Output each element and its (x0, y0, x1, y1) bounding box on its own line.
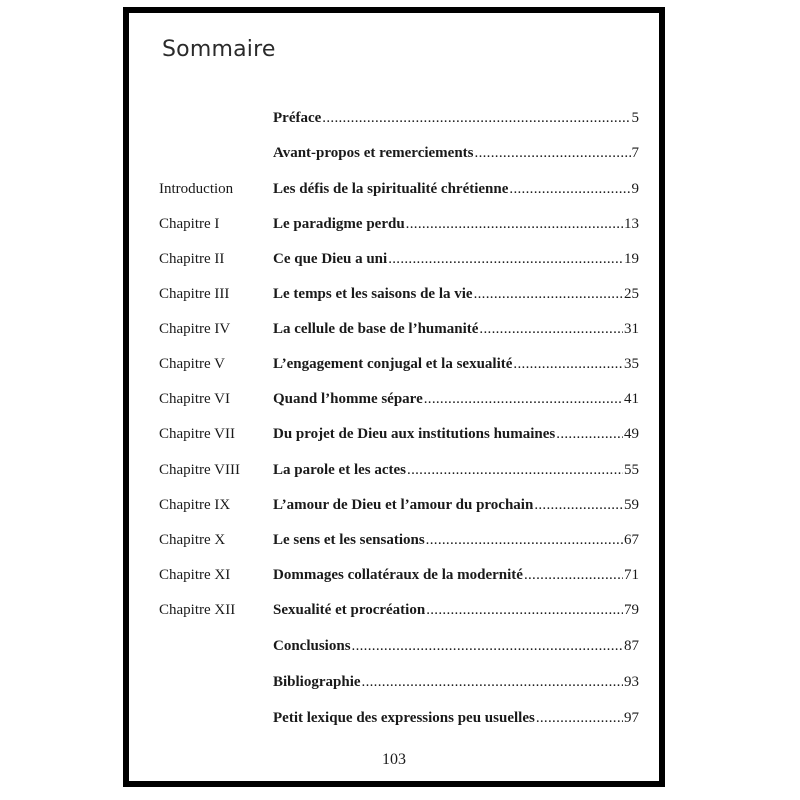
toc-entry (273, 567, 639, 584)
toc-page-number: 93 (624, 674, 639, 690)
toc-row (159, 532, 639, 554)
dot-leader (426, 532, 623, 549)
toc-entry-title: Avant-propos et remerciements (273, 145, 474, 161)
toc-row (159, 181, 639, 203)
toc-entry (273, 638, 639, 655)
toc-row (159, 710, 639, 732)
toc-page-number: 25 (624, 286, 639, 302)
dot-leader (536, 710, 623, 727)
toc-row (159, 638, 639, 660)
dot-leader (322, 110, 630, 127)
dot-leader (513, 356, 623, 373)
toc-entry-title: L’engagement conjugal et la sexualité (273, 356, 513, 372)
toc-chapter-label: Chapitre VIII (159, 462, 240, 478)
toc-entry (273, 321, 639, 338)
page-number-footer: 103 (382, 751, 406, 768)
toc-entry-title: Du projet de Dieu aux institutions humaines (273, 426, 556, 442)
toc-entry (273, 286, 639, 303)
dot-leader (479, 321, 623, 338)
toc-page-number: 97 (624, 710, 639, 726)
dot-leader (426, 602, 623, 619)
dot-leader (556, 426, 623, 443)
toc-chapter-label: Chapitre XI (159, 567, 231, 583)
dot-leader (424, 391, 623, 408)
toc-page-number: 71 (624, 567, 639, 583)
toc-entry (273, 391, 639, 408)
toc-entry (273, 462, 639, 479)
toc-entry (273, 602, 639, 619)
dot-leader (475, 145, 631, 162)
toc-entry-title: La cellule de base de l’humanité (273, 321, 479, 337)
toc-chapter-label: Chapitre VI (159, 391, 230, 407)
toc-row (159, 567, 639, 589)
toc-page-number: 31 (624, 321, 639, 337)
toc-row (159, 251, 639, 273)
toc-entry (273, 710, 639, 727)
toc-page-number: 87 (624, 638, 639, 654)
toc-page-number: 19 (624, 251, 639, 267)
page-title: Sommaire (162, 37, 276, 62)
toc-entry-title: L’amour de Dieu et l’amour du prochain (273, 497, 534, 513)
toc-entry-title: Le sens et les sensations (273, 532, 425, 548)
toc-entry-title: Conclusions (273, 638, 351, 654)
toc-page-number: 41 (624, 391, 639, 407)
toc-row (159, 462, 639, 484)
dot-leader (406, 216, 623, 233)
toc-entry (273, 532, 639, 549)
toc-chapter-label: Chapitre VII (159, 426, 235, 442)
dot-leader (524, 567, 623, 584)
toc-chapter-label: Introduction (159, 181, 234, 197)
toc-entry (273, 145, 639, 162)
toc-entry-title: Quand l’homme sépare (273, 391, 423, 407)
toc-entry-title: Dommages collatéraux de la modernité (273, 567, 523, 583)
toc-entry (273, 110, 639, 127)
toc-entry (273, 216, 639, 233)
toc-row (159, 356, 639, 378)
toc-row (159, 145, 639, 167)
toc-entry-title: Sexualité et procréation (273, 602, 426, 618)
toc-row (159, 497, 639, 519)
toc-page-number: 67 (624, 532, 639, 548)
toc-entry-title: Petit lexique des expressions peu usuelles (273, 710, 535, 726)
toc-entry (273, 674, 639, 691)
toc-entry-title: Le temps et les saisons de la vie (273, 286, 473, 302)
dot-leader (388, 251, 623, 268)
toc-entry-title: Préface (273, 110, 322, 126)
toc-entry-title: La parole et les actes (273, 462, 407, 478)
toc-page-number: 49 (624, 426, 639, 442)
toc-row (159, 110, 639, 132)
toc-page-number: 7 (631, 145, 639, 161)
toc-row (159, 426, 639, 448)
toc-entry (273, 181, 639, 198)
toc-page-number: 55 (624, 462, 639, 478)
toc-entry (273, 497, 639, 514)
dot-leader (474, 286, 623, 303)
toc-entry-title: Les défis de la spiritualité chrétienne (273, 181, 509, 197)
toc-row (159, 391, 639, 413)
toc-page-number: 79 (624, 602, 639, 618)
toc-chapter-label: Chapitre II (159, 251, 225, 267)
toc-entry (273, 251, 639, 268)
toc-page-number: 59 (624, 497, 639, 513)
toc-row (159, 286, 639, 308)
toc-entry-title: Ce que Dieu a uni (273, 251, 388, 267)
dot-leader (534, 497, 623, 514)
toc-row (159, 216, 639, 238)
toc-entry-title: Bibliographie (273, 674, 361, 690)
toc-chapter-label: Chapitre IX (159, 497, 231, 513)
dot-leader (352, 638, 623, 655)
toc-row (159, 321, 639, 343)
toc-page-number: 5 (631, 110, 639, 126)
toc-chapter-label: Chapitre III (159, 286, 230, 302)
toc-chapter-label: Chapitre V (159, 356, 225, 372)
toc-entry-title: Le paradigme perdu (273, 216, 405, 232)
toc-page-number: 9 (631, 181, 639, 197)
toc-chapter-label: Chapitre X (159, 532, 226, 548)
dot-leader (407, 462, 623, 479)
toc-entry (273, 356, 639, 373)
toc-page-number: 13 (624, 216, 639, 232)
toc-chapter-label: Chapitre I (159, 216, 220, 232)
book-page (123, 7, 665, 787)
toc-row (159, 602, 639, 624)
toc-page-number: 35 (624, 356, 639, 372)
dot-leader (362, 674, 623, 691)
dot-leader (509, 181, 630, 198)
toc-entry (273, 426, 639, 443)
toc-chapter-label: Chapitre XII (159, 602, 236, 618)
toc-chapter-label: Chapitre IV (159, 321, 231, 337)
toc-row (159, 674, 639, 696)
